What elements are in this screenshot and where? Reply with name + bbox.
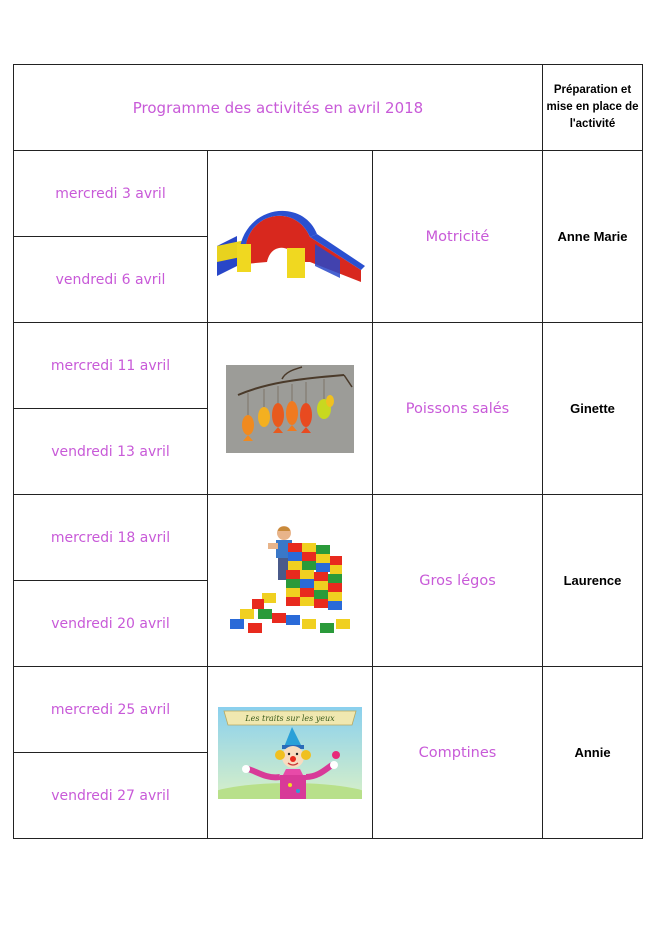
date-cell: mercredi 18 avril: [14, 495, 208, 581]
date-cell: mercredi 3 avril: [14, 151, 208, 237]
table-row: [14, 151, 643, 237]
activity-name: Motricité: [373, 151, 543, 323]
activity-name: Poissons salés: [373, 323, 543, 495]
activity-name: Comptines: [373, 667, 543, 839]
date-cell: vendredi 13 avril: [14, 409, 208, 495]
person-name: Anne Marie: [543, 151, 643, 323]
date-cell: vendredi 20 avril: [14, 581, 208, 667]
activity-name: Gros légos: [373, 495, 543, 667]
paper-fish-mobile-image: [226, 365, 354, 453]
activity-image-cell: [208, 495, 373, 667]
person-name: Ginette: [543, 323, 643, 495]
date-cell: mercredi 11 avril: [14, 323, 208, 409]
preparation-header: [543, 65, 643, 151]
table-row: [14, 323, 643, 409]
header-row: [14, 65, 643, 151]
date-cell: vendredi 27 avril: [14, 753, 208, 839]
prep-line-2: mise en place de: [546, 101, 639, 113]
schedule-title: Programme des activités en avril 2018: [14, 65, 543, 151]
date-cell: vendredi 6 avril: [14, 237, 208, 323]
foam-bridge-slide-image: [215, 182, 365, 292]
person-name: Annie: [543, 667, 643, 839]
table-row: [14, 495, 643, 581]
clown-song-image: [218, 707, 362, 799]
prep-line-1: Préparation et: [553, 84, 632, 96]
activity-image-cell: [208, 151, 373, 323]
big-lego-wall-image: [228, 523, 352, 639]
activity-image-cell: [208, 667, 373, 839]
prep-line-3: l'activité: [569, 118, 616, 130]
clown-banner-text: Les traits sur les yeux: [245, 713, 335, 723]
activity-schedule-table: [13, 64, 643, 839]
activity-image-cell: [208, 323, 373, 495]
person-name: Laurence: [543, 495, 643, 667]
table-row: [14, 667, 643, 753]
date-cell: mercredi 25 avril: [14, 667, 208, 753]
